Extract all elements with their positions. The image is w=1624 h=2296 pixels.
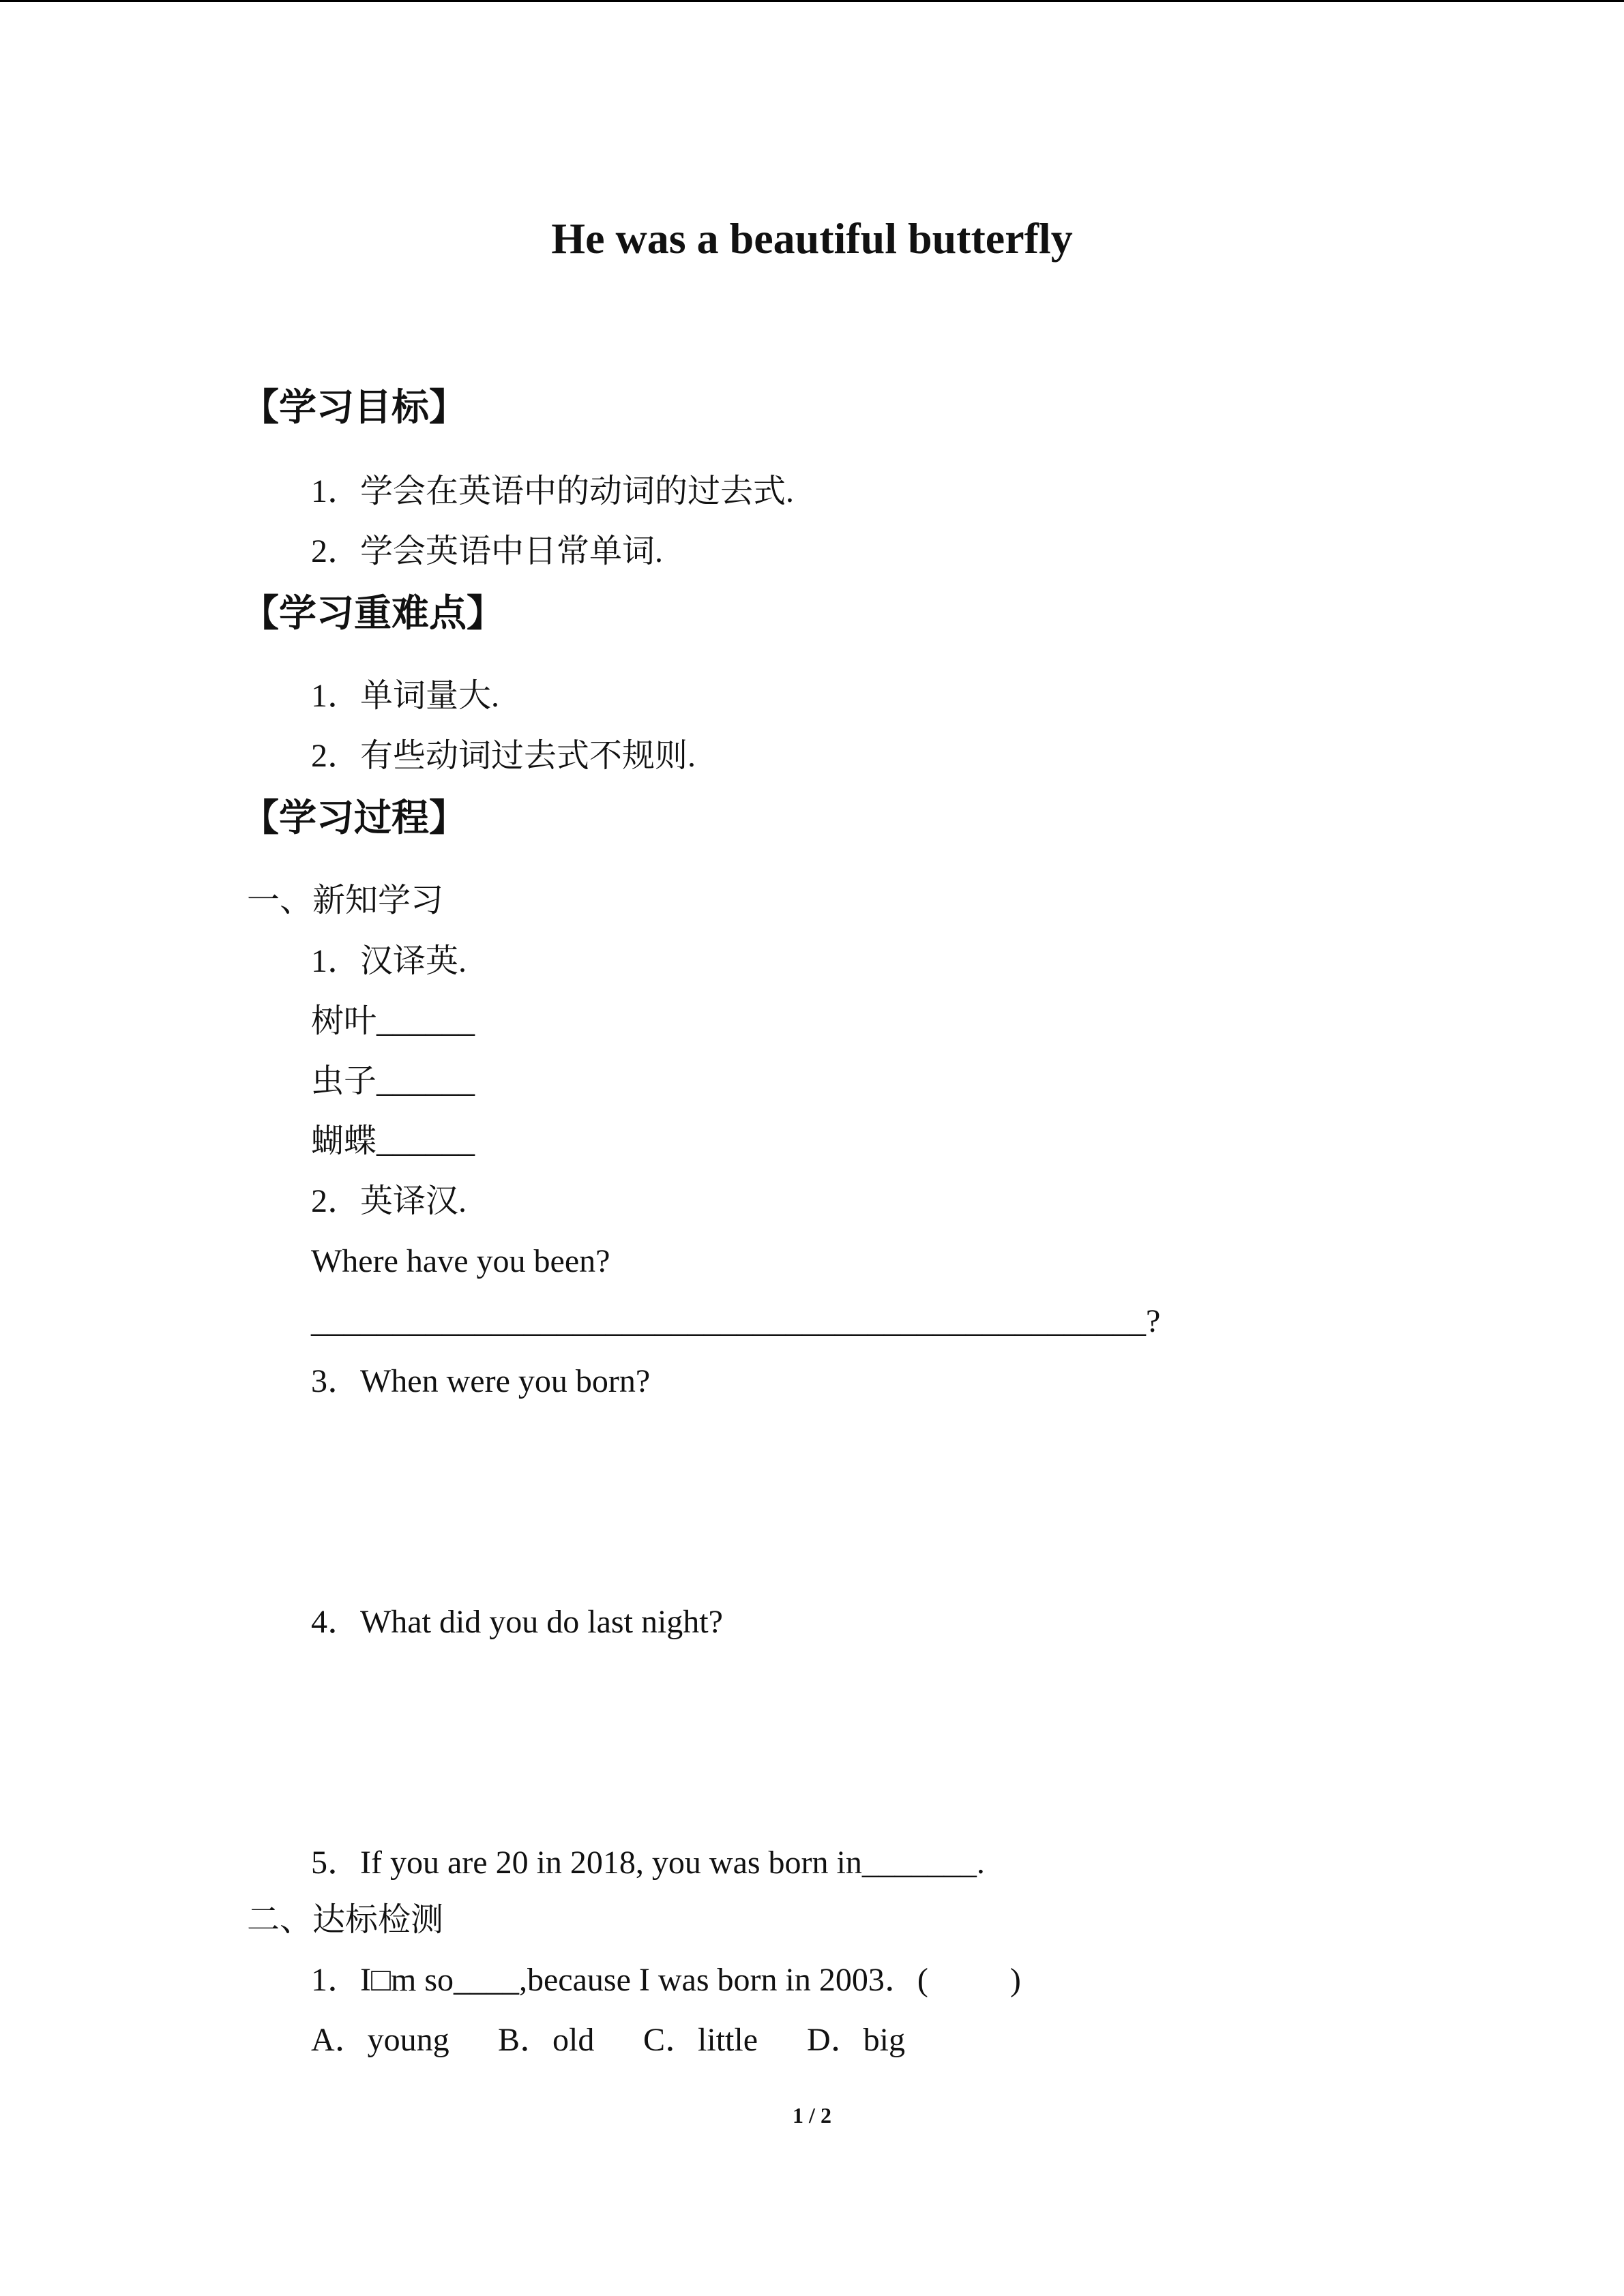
page-top-border xyxy=(0,0,1624,2)
part1-heading: 一、新知学习 xyxy=(247,882,444,919)
word-blank-butterfly[interactable]: 蝴蝶______ xyxy=(311,1123,475,1159)
heading-key-points: 【学习重难点】 xyxy=(241,593,505,634)
word-blank-leaf[interactable]: 树叶______ xyxy=(311,1003,475,1039)
option-b[interactable]: B．old xyxy=(498,2022,595,2058)
heading-process: 【学习过程】 xyxy=(241,797,467,839)
objective-item-1: 1．学会在英语中的动词的过去式. xyxy=(311,473,795,509)
translation-sentence: Where have you been? xyxy=(311,1243,610,1279)
key-point-item-2: 2．有些动词过去式不规则. xyxy=(311,738,696,774)
part1-question-2: 2．英译汉. xyxy=(311,1183,467,1219)
key-point-item-1: 1．单词量大. xyxy=(311,678,500,714)
part2-heading: 二、达标检测 xyxy=(247,1902,444,1938)
translation-answer-line[interactable]: ___________________________________________________? xyxy=(311,1303,1161,1339)
option-a[interactable]: A．young xyxy=(311,2022,449,2058)
objective-item-2: 2．学会英语中日常单词. xyxy=(311,533,664,569)
page-number: 1 / 2 xyxy=(793,2103,831,2128)
part1-question-4: 4．What did you do last night? xyxy=(311,1604,723,1640)
part1-question-1: 1．汉译英. xyxy=(311,943,467,979)
option-d[interactable]: D．big xyxy=(807,2022,906,2058)
part1-question-3: 3．When were you born? xyxy=(311,1363,651,1399)
word-blank-insect[interactable]: 虫子______ xyxy=(311,1063,475,1099)
page-title: He was a beautiful butterfly xyxy=(551,214,1073,263)
part1-question-5[interactable]: 5．If you are 20 in 2018, you was born in_______. xyxy=(311,1845,985,1881)
heading-objectives: 【学习目标】 xyxy=(241,387,467,428)
part2-question-1[interactable]: 1．I□m so____,because I was born in 2003．( ) xyxy=(311,1962,1021,1998)
option-c[interactable]: C．little xyxy=(643,2022,758,2058)
